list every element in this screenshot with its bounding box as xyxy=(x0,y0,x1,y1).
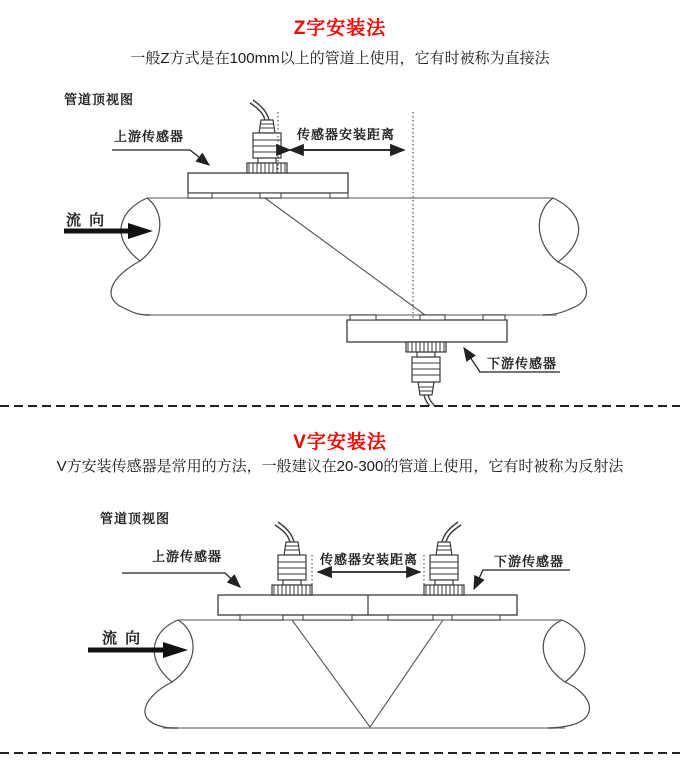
v-beam-path xyxy=(292,620,443,727)
v-view-label: 管道顶视图 xyxy=(100,511,171,526)
v-method-section xyxy=(0,407,680,753)
v-downstream-sensor-label: 下游传感器 xyxy=(494,554,565,569)
z-section-subtitle: 一般Z方式是在100mm以上的管道上使用，它有时被称为直接法 xyxy=(130,50,550,67)
v-diagram xyxy=(0,500,680,750)
z-section-title: Z字安装法 xyxy=(293,18,387,39)
v-pipe-right-break xyxy=(543,620,585,682)
z-sensor-distance-label: 传感器安装距离 xyxy=(296,127,396,142)
v-flow-direction-label: 流 向 xyxy=(102,630,143,647)
z-downstream-sensor-graphic xyxy=(406,342,446,406)
v-upstream-sensor-graphic xyxy=(272,522,312,595)
v-upstream-sensor-label: 上游传感器 xyxy=(152,549,223,564)
z-pipe xyxy=(111,198,586,315)
z-beam-path xyxy=(265,198,425,315)
z-upper-mount-plate xyxy=(188,173,348,198)
z-upstream-pointer xyxy=(112,150,209,165)
z-upstream-sensor-label: 上游传感器 xyxy=(114,129,185,144)
v-section-subtitle: V方安装传感器是常用的方法，一般建议在20-300的管道上使用，它有时被称为反射法 xyxy=(56,458,624,475)
v-sensor-distance-label: 传感器安装距离 xyxy=(319,552,419,567)
v-pipe xyxy=(145,620,590,728)
z-view-label: 管道顶视图 xyxy=(64,92,135,107)
v-downstream-sensor-graphic xyxy=(424,522,464,595)
z-lower-mount-plate xyxy=(347,315,507,342)
v-downstream-pointer xyxy=(474,570,570,589)
z-upstream-sensor-graphic xyxy=(247,100,287,173)
v-section-title: V字安装法 xyxy=(293,432,387,453)
bottom-divider xyxy=(0,752,680,754)
v-mount-plate xyxy=(218,595,517,620)
v-upstream-pointer xyxy=(122,573,240,587)
z-downstream-sensor-label: 下游传感器 xyxy=(487,356,558,371)
z-flow-direction-label: 流 向 xyxy=(66,212,107,229)
z-pipe-right-break xyxy=(539,198,578,262)
